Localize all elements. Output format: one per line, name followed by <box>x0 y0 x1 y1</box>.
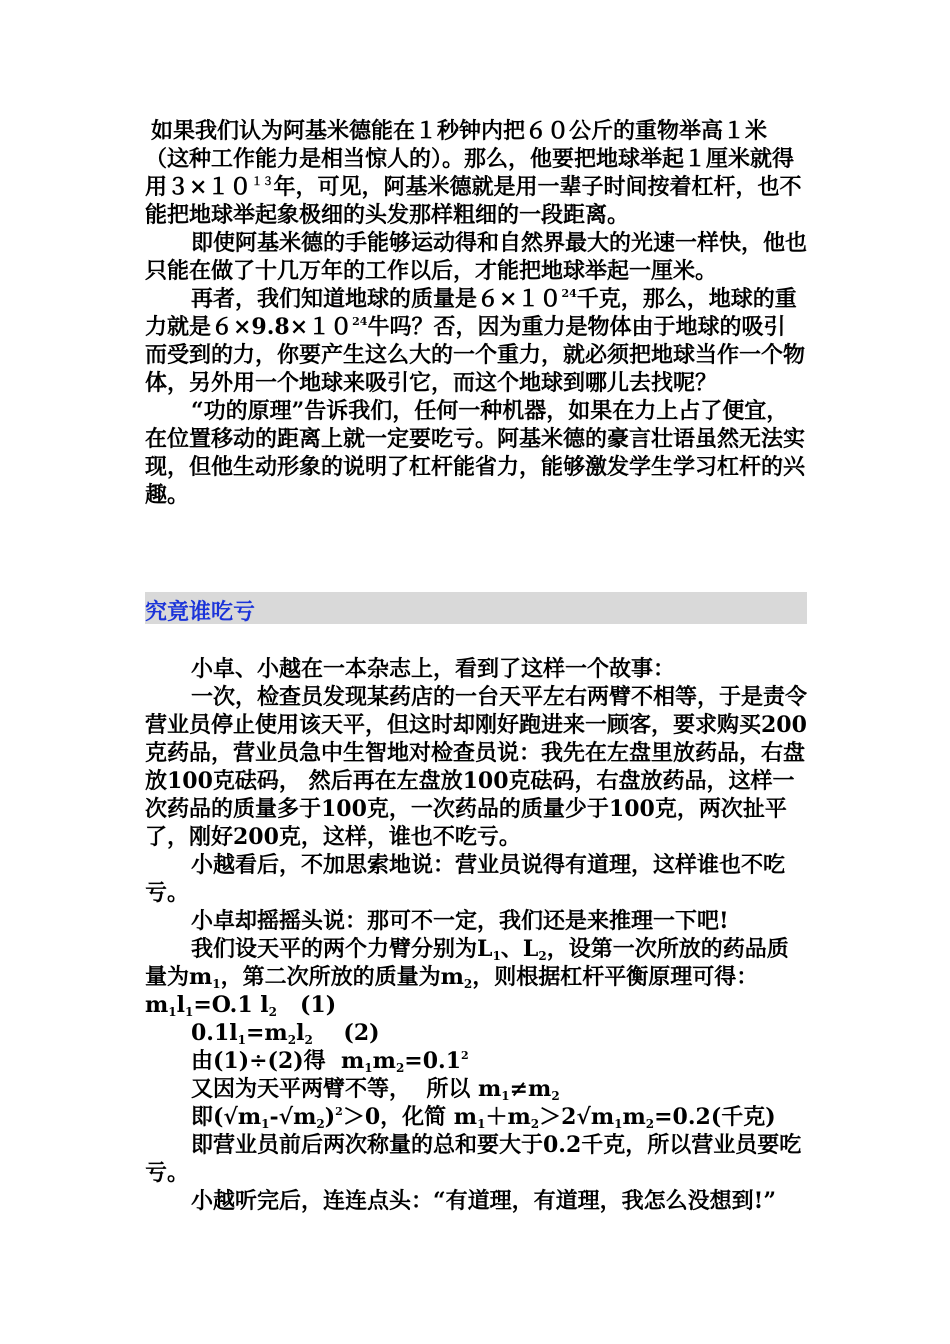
paragraph <box>145 285 807 397</box>
subscript: 1 <box>168 1005 177 1019</box>
eq-text: (1) <box>277 992 337 1018</box>
subscript: 1 <box>185 1005 194 1019</box>
superscript: 24 <box>561 287 577 300</box>
paragraph: 小卓、小越在一本杂志上，看到了这样一个故事： <box>191 656 676 682</box>
subscript: 2 <box>304 1033 313 1047</box>
paragraph: 一次，检查员发现某药店的一台天平左右两臂不相等，于是责令营业员停止使用该天平，但这时却刚好跑进来一顾客，要求购买200克药品，营业员急中生智地对检查员说：我先在左盘里放药品，右盘放100克砝码， 然后再在左盘放100克砝码，右盘放药品，这样一次药品的质量多于100克，一次药品的质量少于100克，两次扯平了，刚好200克，这样，谁也不吃亏。 <box>145 684 808 850</box>
equation-5 <box>145 1103 807 1131</box>
eq-text: m <box>372 1048 396 1074</box>
subscript: 2 <box>287 1033 297 1047</box>
subscript: 2 <box>268 1005 278 1019</box>
paragraph-text: 我们设天平的两个力臂分别为L <box>191 936 493 962</box>
section-heading-bar <box>145 592 807 624</box>
superscript: 2 <box>335 1105 343 1118</box>
eq-text: ＋m <box>485 1104 531 1130</box>
eq-text: 又因为天平两臂不等， 所以 m <box>191 1076 502 1102</box>
subscript: 2 <box>538 949 547 963</box>
paragraph-text: 年，可见，阿基米德就是用一辈子时间按着杠杆，也不能把地球举起象极细的头发那样粗细的一段距离。 <box>145 174 802 228</box>
subscript: 1 <box>212 977 221 991</box>
subscript: 1 <box>261 1117 270 1131</box>
paragraph-text: ，第二次所放的质量为m <box>220 964 464 990</box>
eq-text: =0.1 <box>404 1048 462 1074</box>
subscript: 1 <box>501 1089 510 1103</box>
equation-3 <box>145 1047 807 1075</box>
paragraph: 小卓却摇摇头说：那可不一定，我们还是来推理一下吧! <box>191 908 729 934</box>
paragraph-text: ，则根据杠杆平衡原理可得： <box>472 964 759 990</box>
subscript: 2 <box>530 1117 540 1131</box>
superscript: １３ <box>251 175 274 188</box>
paragraph-text: 如果我们认为阿基米德能在１秒钟内把６０公斤的重物举高１米（这种工作能力是相当惊人的）。那么，他要把地球举起１厘米就得用３×１０ <box>145 118 795 200</box>
paragraph-text: 、L <box>500 936 539 962</box>
eq-text: 即(√m <box>191 1104 262 1130</box>
subscript: 1 <box>492 949 501 963</box>
paragraph <box>145 117 807 229</box>
subscript: 1 <box>477 1117 486 1131</box>
eq-text: ＞2√m <box>539 1104 615 1130</box>
paragraph-text: 千克，那么，地球的重力就是６×9.8×１０ <box>145 286 797 340</box>
eq-text: =m <box>246 1020 288 1046</box>
section-who-loses <box>145 655 807 1215</box>
section-heading: 究竟谁吃亏 <box>145 600 256 625</box>
subscript: 2 <box>316 1117 325 1131</box>
subscript: 2 <box>551 1089 560 1103</box>
superscript: 24 <box>352 315 368 328</box>
subscript: 2 <box>395 1061 405 1075</box>
eq-text: m <box>622 1104 646 1130</box>
subscript: 1 <box>364 1061 373 1075</box>
paragraph: “功的原理”告诉我们，任何一种机器，如果在力上占了便宜，在位置移动的距离上就一定要吃亏。阿基米德的豪言壮语虽然无法实现，但他生动形象的说明了杠杆能省力，能够激发学生学习杠杆的兴趣。 <box>145 398 806 508</box>
paragraph: 即使阿基米德的手能够运动得和自然界最大的光速一样快，他也只能在做了十几万年的工作以后，才能把地球举起一厘米。 <box>145 230 808 284</box>
paragraph <box>145 935 807 991</box>
superscript: 2 <box>461 1049 469 1062</box>
subscript: 2 <box>463 977 473 991</box>
eq-text: (2) <box>312 1020 380 1046</box>
paragraph-text: 牛吗？否，因为重力是物体由于地球的吸引而受到的力，你要产生这么大的一个重力，就必须把地球当作一个物体，另外用一个地球来吸引它，而这个地球到哪儿去找呢？ <box>145 314 806 396</box>
eq-text: l <box>296 1020 305 1046</box>
subscript: 1 <box>237 1033 246 1047</box>
equation-2 <box>145 1019 807 1047</box>
eq-text: 0.1l <box>191 1020 238 1046</box>
equation-4 <box>145 1075 807 1103</box>
eq-text: ≠m <box>509 1076 552 1102</box>
section-archimedes <box>145 117 807 509</box>
paragraph: 小越看后，不加思索地说：营业员说得有道理，这样谁也不吃亏。 <box>145 852 786 906</box>
subscript: 2 <box>645 1117 655 1131</box>
eq-text: m <box>145 992 169 1018</box>
eq-text: -√m <box>269 1104 317 1130</box>
eq-text: ＞0，化简 m <box>342 1104 478 1130</box>
paragraph: 即营业员前后两次称量的总和要大于0.2千克，所以营业员要吃亏。 <box>145 1132 802 1186</box>
eq-text: =0.2(千克) <box>654 1104 776 1130</box>
paragraph-text: 再者，我们知道地球的质量是６×１０ <box>191 286 562 312</box>
eq-text: =O.1 l <box>193 992 269 1018</box>
subscript: 1 <box>614 1117 623 1131</box>
paragraph: 小越听完后，连连点头：“有道理，有道理，我怎么没想到!” <box>191 1188 776 1214</box>
eq-text: l <box>176 992 185 1018</box>
paragraph-text: ，设第一次所放的药品质量为m <box>145 936 789 990</box>
eq-text: 由(1)÷(2)得 m <box>191 1048 365 1074</box>
eq-text: ) <box>324 1104 336 1130</box>
equation-1 <box>145 991 807 1019</box>
